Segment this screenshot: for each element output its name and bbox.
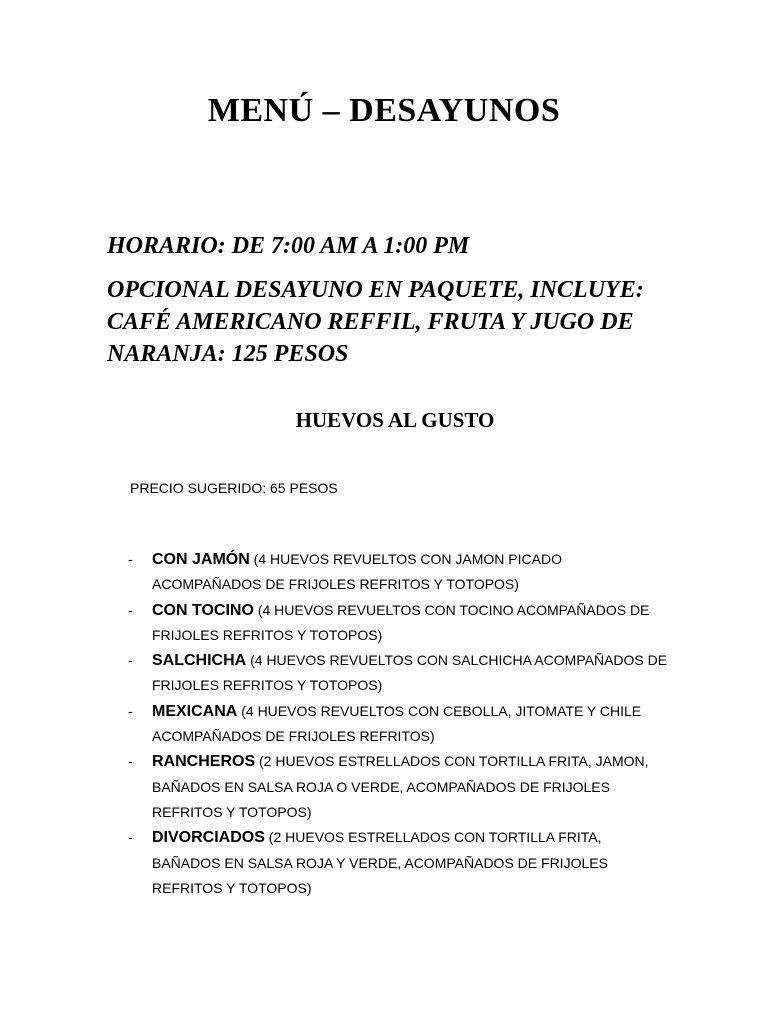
menu-item-list bbox=[128, 547, 668, 901]
menu-item-name: MEXICANA bbox=[152, 702, 238, 720]
menu-item-description: (4 HUEVOS REVUELTOS CON CEBOLLA, JITOMATE Y CHILE ACOMPAÑADOS DE FRIJOLES REFRITOS) bbox=[152, 702, 642, 745]
list-bullet: - bbox=[128, 702, 133, 719]
suggested-price: PRECIO SUGERIDO: 65 PESOS bbox=[130, 480, 338, 496]
menu-item bbox=[128, 749, 668, 825]
menu-item bbox=[128, 699, 668, 750]
list-bullet: - bbox=[128, 601, 133, 618]
menu-item-name: CON TOCINO bbox=[152, 601, 254, 619]
list-bullet: - bbox=[128, 753, 133, 770]
menu-item-name: CON JAMÓN bbox=[152, 551, 250, 568]
menu-item-name: DIVORCIADOS bbox=[152, 829, 265, 847]
list-bullet: - bbox=[128, 551, 133, 567]
menu-item-description: (4 HUEVOS REVUELTOS CON TOCINO ACOMPAÑADOS DE FRIJOLES REFRITOS Y TOTOPOS) bbox=[152, 601, 650, 643]
menu-item-description: (2 HUEVOS ESTRELLADOS CON TORTILLA FRITA, BAÑADOS EN SALSA ROJA Y VERDE, ACOMPAÑADOS DE FRIJOLES REFRITOS Y TOTOPOS) bbox=[152, 829, 608, 896]
section-heading: HUEVOS AL GUSTO bbox=[295, 408, 495, 432]
list-bullet: - bbox=[128, 829, 133, 846]
menu-item bbox=[128, 825, 668, 901]
list-bullet: - bbox=[128, 652, 133, 669]
page-title: MENÚ – DESAYUNOS bbox=[207, 92, 561, 129]
menu-item-name: SALCHICHA bbox=[152, 652, 247, 670]
menu-item-description: (4 HUEVOS REVUELTOS CON JAMON PICADO ACOMPAÑADOS DE FRIJOLES REFRITOS Y TOTOPOS) bbox=[152, 551, 562, 593]
menu-item bbox=[128, 648, 668, 699]
menu-item bbox=[128, 547, 668, 598]
menu-item-description: (4 HUEVOS REVUELTOS CON SALCHICHA ACOMPAÑADOS DE FRIJOLES REFRITOS Y TOTOPOS) bbox=[152, 652, 668, 694]
schedule-text: HORARIO: DE 7:00 AM A 1:00 PM bbox=[107, 233, 470, 259]
menu-item-description: (2 HUEVOS ESTRELLADOS CON TORTILLA FRITA, JAMON, BAÑADOS EN SALSA ROJA O VERDE, ACOMPAÑADOS DE FRIJOLES REFRITOS Y TOTOPOS) bbox=[152, 753, 649, 820]
menu-item-name: RANCHEROS bbox=[152, 753, 256, 771]
menu-item bbox=[128, 598, 668, 649]
package-offer-text: OPCIONAL DESAYUNO EN PAQUETE, INCLUYE: CAFÉ AMERICANO REFFIL, FRUTA Y JUGO DE NARANJA: 125 PESOS bbox=[107, 277, 644, 367]
